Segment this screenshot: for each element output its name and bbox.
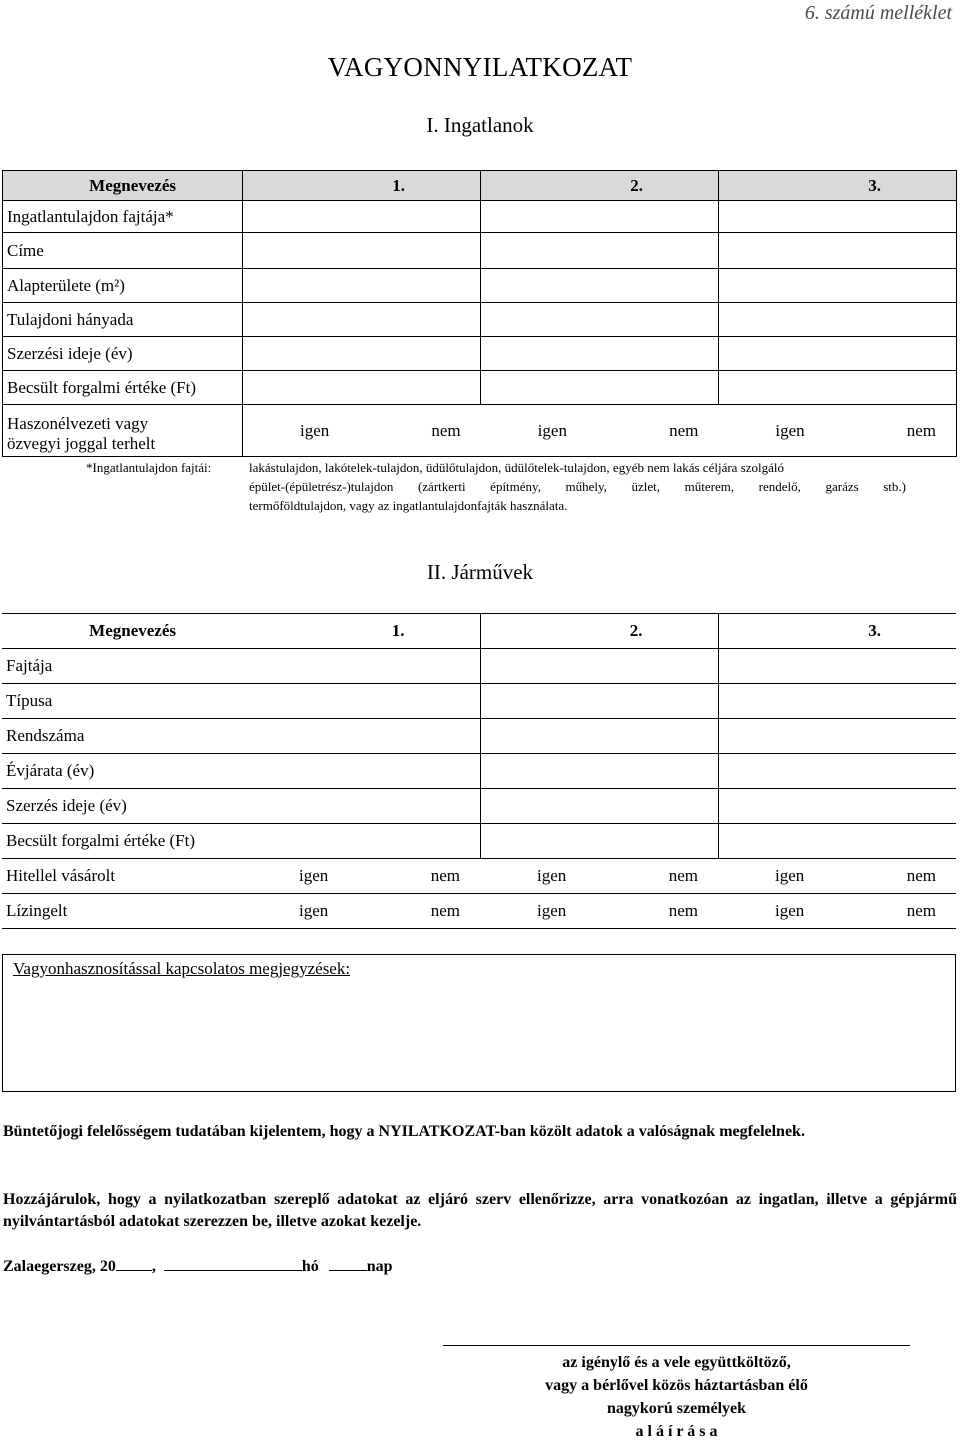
table-row-credit	[2, 859, 956, 894]
input-cell[interactable]	[480, 754, 718, 789]
footnote-text	[249, 458, 906, 515]
input-cell[interactable]	[242, 754, 480, 789]
footnote-line-3: termőföldtulajdon, vagy az ingatlantulajdonfajták használata.	[249, 498, 568, 513]
signature-caption-line-4: a l á í r á s a	[635, 1423, 718, 1440]
no-option[interactable]: nem	[906, 866, 936, 885]
yes-option[interactable]: igen	[299, 866, 329, 885]
table-row	[2, 754, 956, 789]
yes-option[interactable]: igen	[537, 866, 567, 885]
header-col-1: 1.	[243, 171, 481, 201]
header-col-3: 3.	[718, 614, 956, 649]
yes-no-option[interactable]	[718, 421, 956, 441]
yes-no-option[interactable]	[242, 894, 480, 929]
row-label: Rendszáma	[2, 719, 242, 754]
notes-box[interactable]	[2, 954, 956, 1092]
usufruct-label-line-1: Haszonélvezeti vagy	[7, 414, 149, 433]
input-cell[interactable]	[243, 269, 481, 303]
table-row	[2, 649, 956, 684]
date-place-year: Zalaegerszeg, 20	[3, 1258, 116, 1275]
input-cell[interactable]	[242, 789, 480, 824]
row-label: Becsült forgalmi értéke (Ft)	[3, 371, 243, 405]
footnote-line-2: épület-(épületrész-)tulajdon (zártkerti építmény, műhely, üzlet, műterem, rendelő, garázs stb.)	[249, 479, 906, 494]
date-comma: ,	[151, 1258, 156, 1275]
input-cell[interactable]	[243, 337, 481, 371]
yes-no-option[interactable]	[242, 859, 480, 894]
yes-option[interactable]: igen	[775, 866, 805, 885]
row-label: Évjárata (év)	[2, 754, 242, 789]
row-label: Tulajdoni hányada	[3, 303, 243, 337]
date-day: nap	[366, 1258, 393, 1275]
row-label: Hitellel vásárolt	[2, 859, 242, 894]
header-col-2: 2.	[481, 171, 719, 201]
table-row	[3, 371, 957, 405]
row-label: Szerzési ideje (év)	[3, 337, 243, 371]
no-option[interactable]: nem	[668, 866, 698, 885]
row-label: Szerzés ideje (év)	[2, 789, 242, 824]
input-cell[interactable]	[718, 824, 956, 859]
yes-option[interactable]: igen	[775, 420, 805, 440]
table-header-row	[2, 614, 956, 649]
table-row-leasing	[2, 894, 956, 929]
no-option[interactable]: nem	[668, 901, 698, 920]
row-label: Típusa	[2, 684, 242, 719]
yes-no-option[interactable]	[718, 894, 956, 929]
table-row	[2, 719, 956, 754]
input-cell[interactable]	[243, 201, 481, 233]
yes-option[interactable]: igen	[775, 901, 805, 920]
input-cell[interactable]	[719, 233, 957, 269]
table-row	[3, 201, 957, 233]
input-cell[interactable]	[718, 789, 956, 824]
section-heading-vehicles: II. Járművek	[426, 560, 534, 584]
row-label: Becsült forgalmi értéke (Ft)	[2, 824, 242, 859]
usufruct-label-line-2: özvegyi joggal terhelt	[7, 434, 156, 453]
yes-no-option[interactable]	[480, 894, 718, 929]
annex-label: 6. számú melléklet	[804, 2, 952, 24]
input-cell[interactable]	[480, 789, 718, 824]
input-cell[interactable]	[242, 824, 480, 859]
yes-option[interactable]: igen	[300, 420, 330, 440]
signature-caption-line-2: vagy a bérlővel közös háztartásban élő	[545, 1377, 808, 1394]
input-cell[interactable]	[481, 201, 719, 233]
input-cell[interactable]	[480, 684, 718, 719]
input-cell[interactable]	[242, 649, 480, 684]
table-row	[3, 233, 957, 269]
row-label-usufruct	[3, 405, 243, 457]
input-cell[interactable]	[719, 371, 957, 405]
day-blank[interactable]	[329, 1269, 367, 1271]
table-row	[2, 684, 956, 719]
yes-option[interactable]: igen	[299, 901, 329, 920]
signature-caption-line-1: az igénylő és a vele együttköltöző,	[562, 1354, 791, 1371]
input-cell[interactable]	[243, 371, 481, 405]
header-col-2: 2.	[480, 614, 718, 649]
row-label: Fajtája	[2, 649, 242, 684]
no-option[interactable]: nem	[430, 901, 460, 920]
header-col-3: 3.	[719, 171, 957, 201]
yes-no-option[interactable]	[481, 421, 719, 441]
input-cell[interactable]	[718, 684, 956, 719]
signature-caption-line-3: nagykorú személyek	[606, 1400, 747, 1417]
table-row	[2, 789, 956, 824]
row-label: Ingatlantulajdon fajtája*	[3, 201, 243, 233]
vehicles-table	[2, 613, 956, 929]
input-cell[interactable]	[242, 684, 480, 719]
signature-caption	[443, 1351, 910, 1443]
month-blank[interactable]	[164, 1269, 302, 1271]
table-row	[3, 303, 957, 337]
input-cell[interactable]	[719, 201, 957, 233]
statement-liability: Büntetőjogi felelősségem tudatában kijelentem, hogy a NYILATKOZAT-ban közölt adatok a valóságnak megfelelnek.	[3, 1123, 805, 1140]
yes-no-option[interactable]	[243, 421, 481, 441]
input-cell[interactable]	[719, 269, 957, 303]
table-row	[2, 824, 956, 859]
signature-line[interactable]	[443, 1345, 910, 1346]
footnote-line-1: lakástulajdon, lakótelek-tulajdon, üdülőtulajdon, üdülőtelek-tulajdon, egyéb nem lakás céljára szolgáló	[249, 460, 785, 475]
no-option[interactable]: nem	[431, 420, 461, 440]
input-cell[interactable]	[480, 824, 718, 859]
yes-option[interactable]: igen	[537, 420, 567, 440]
input-cell[interactable]	[718, 719, 956, 754]
no-option[interactable]: nem	[906, 901, 936, 920]
input-cell[interactable]	[243, 233, 481, 269]
yes-option[interactable]: igen	[537, 901, 567, 920]
date-month: hó	[301, 1258, 319, 1275]
table-header-row	[3, 171, 957, 201]
input-cell[interactable]	[480, 719, 718, 754]
row-label: Alapterülete (m²)	[3, 269, 243, 303]
row-label: Lízingelt	[2, 894, 242, 929]
section-heading-real-estate: I. Ingatlanok	[426, 113, 534, 137]
row-label: Címe	[3, 233, 243, 269]
header-name: Megnevezés	[2, 614, 242, 649]
notes-label: Vagyonhasznosítással kapcsolatos megjegyzések:	[13, 959, 351, 978]
input-cell[interactable]	[243, 303, 481, 337]
input-cell[interactable]	[719, 337, 957, 371]
no-option[interactable]: nem	[906, 420, 937, 440]
input-cell[interactable]	[481, 269, 719, 303]
yes-no-option[interactable]	[480, 859, 718, 894]
input-cell[interactable]	[719, 303, 957, 337]
input-cell[interactable]	[718, 649, 956, 684]
header-col-1: 1.	[242, 614, 480, 649]
input-cell[interactable]	[481, 233, 719, 269]
yes-no-option[interactable]	[718, 859, 956, 894]
footnote-label: *Ingatlantulajdon fajtái:	[86, 460, 212, 475]
input-cell[interactable]	[480, 649, 718, 684]
input-cell[interactable]	[481, 337, 719, 371]
input-cell[interactable]	[481, 303, 719, 337]
page-title: VAGYONNYILATKOZAT	[327, 52, 633, 82]
table-row	[3, 269, 957, 303]
table-row-usufruct	[3, 405, 957, 457]
table-row	[3, 337, 957, 371]
date-line	[3, 1258, 393, 1276]
no-option[interactable]: nem	[669, 420, 699, 440]
statement-consent: Hozzájárulok, hogy a nyilatkozatban szereplő adatokat az eljáró szerv ellenőrizze, arra vonatkozóan az ingatlan, illetve a gépjármű nyilvántartásból adatokat szerezzen be, illetve azokat kezelje.	[3, 1191, 957, 1230]
header-name: Megnevezés	[3, 171, 243, 201]
real-estate-table	[2, 170, 957, 457]
input-cell[interactable]	[481, 371, 719, 405]
usufruct-options	[243, 405, 957, 457]
input-cell[interactable]	[718, 754, 956, 789]
input-cell[interactable]	[242, 719, 480, 754]
year-blank[interactable]	[116, 1269, 152, 1271]
no-option[interactable]: nem	[430, 866, 460, 885]
